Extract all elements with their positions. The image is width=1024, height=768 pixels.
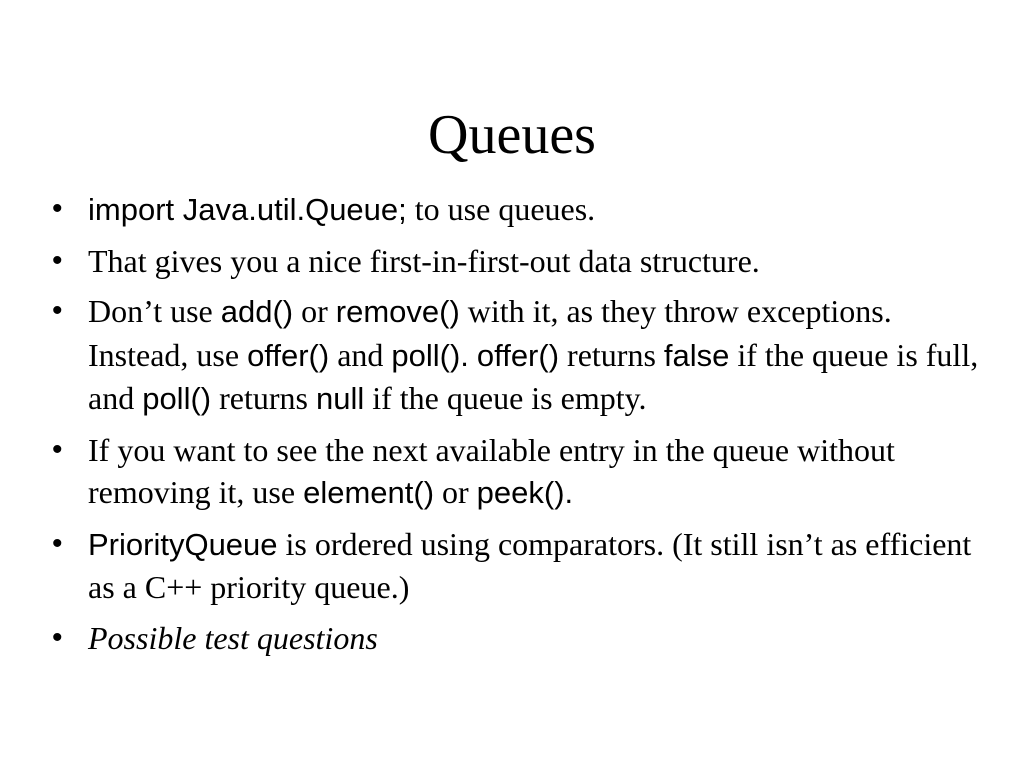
bullet-fifo	[50, 240, 980, 283]
bullet-text-italic: Possible test questions	[88, 619, 378, 656]
code-poll: poll().	[391, 337, 469, 373]
bullet-text: if the queue is full, and	[88, 336, 979, 416]
bullet-glyph: •	[52, 432, 63, 466]
code-offer: offer()	[476, 337, 560, 373]
bullet-priority-queue	[50, 523, 980, 609]
bullet-text	[469, 337, 477, 373]
bullet-text: That gives you a nice first-in-first-out data structure.	[88, 242, 760, 279]
bullet-glyph: •	[52, 294, 63, 327]
code-peek: peek().	[476, 475, 574, 510]
code-element: element()	[303, 475, 435, 510]
bullet-text: to use queues.	[406, 191, 596, 227]
code-import-statement: import Java.util.Queue;	[88, 192, 407, 227]
bullet-text: If you want to see the next available entry in the queue without removing it, use	[88, 431, 895, 510]
bullet-import-queue	[50, 188, 980, 232]
bullet-text: if the queue is empty.	[364, 380, 647, 416]
bullet-glyph: •	[52, 620, 63, 654]
bullet-text: or	[293, 293, 336, 329]
code-poll: poll()	[142, 381, 212, 416]
bullet-glyph: •	[52, 243, 63, 277]
code-remove: remove()	[335, 294, 460, 329]
bullet-text: Don’t use	[88, 293, 221, 329]
bullet-list	[50, 188, 980, 667]
bullet-text: returns	[559, 336, 664, 373]
bullet-text: and	[329, 336, 392, 373]
bullet-text: returns	[211, 380, 316, 416]
code-false: false	[663, 337, 730, 373]
bullet-glyph: •	[52, 192, 63, 225]
bullet-text: with it, as they throw exceptions. Instead, use	[88, 293, 892, 373]
bullet-peek	[50, 429, 980, 515]
bullet-offer-poll	[50, 290, 980, 421]
code-offer: offer()	[247, 337, 330, 373]
code-null: null	[315, 381, 365, 416]
code-add: add()	[220, 294, 294, 329]
bullet-text: or	[434, 474, 477, 510]
slide-title: Queues	[428, 104, 596, 166]
bullet-text: is ordered using comparators. (It still isn’t as efficient as a C++ priority queue.)	[88, 525, 972, 605]
code-priority-queue: PriorityQueue	[88, 526, 278, 562]
bullet-test-questions	[50, 617, 980, 660]
bullet-glyph: •	[52, 526, 63, 560]
